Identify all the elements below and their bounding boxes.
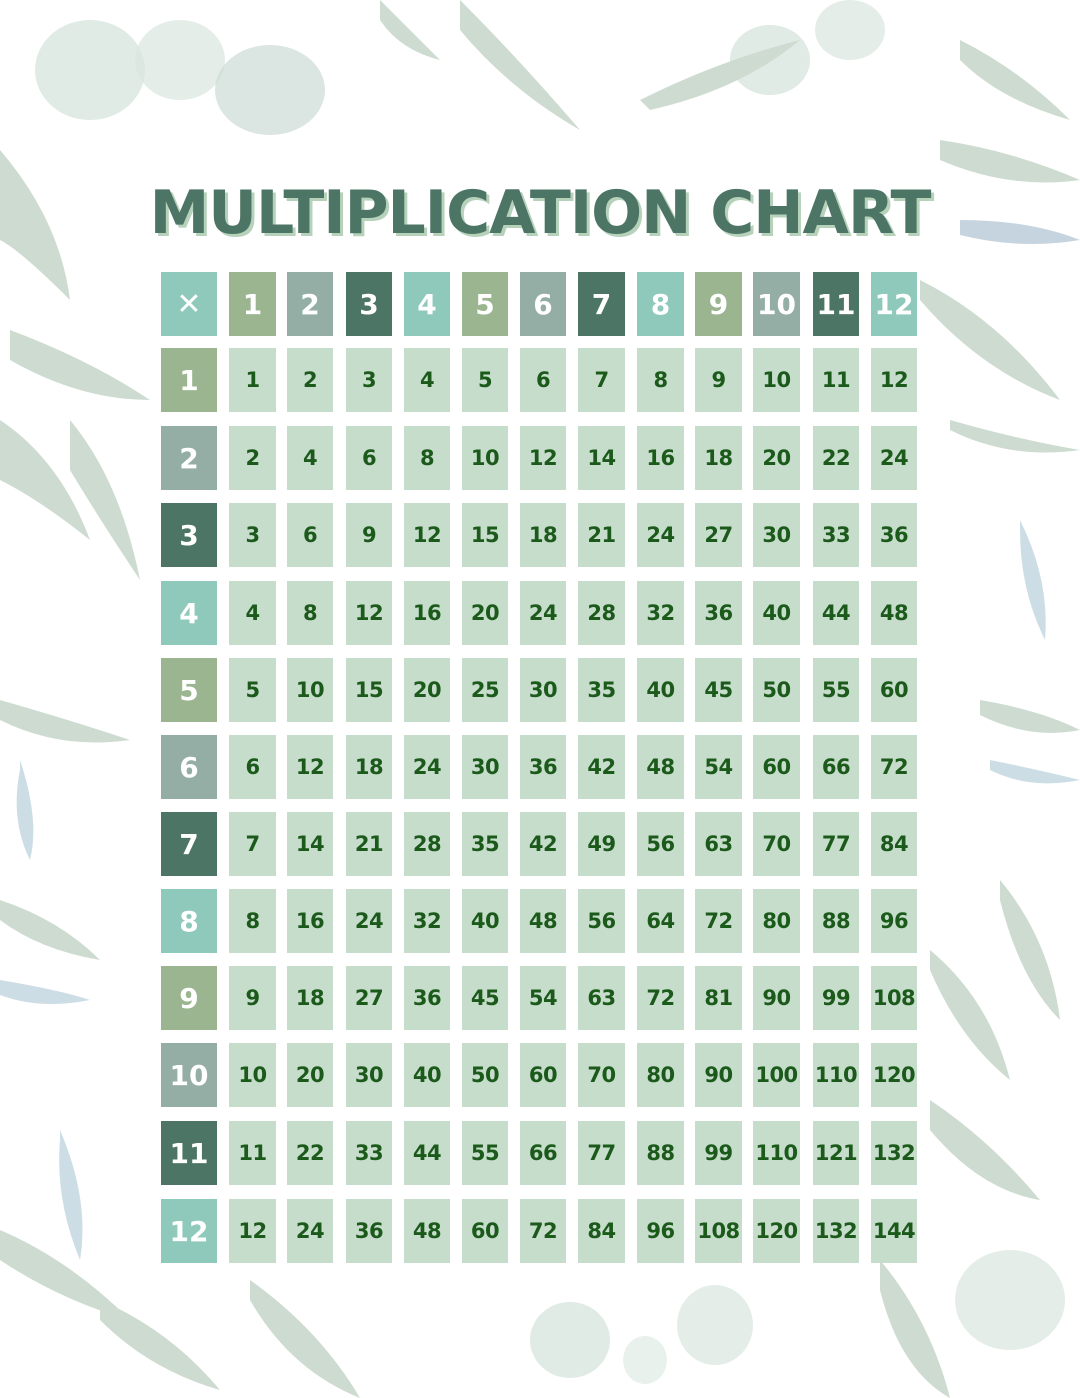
product-cell: 32	[404, 889, 450, 953]
product-cell: 88	[637, 1121, 684, 1185]
product-cell: 12	[346, 581, 392, 645]
product-cell: 60	[753, 735, 800, 799]
product-cell: 4	[404, 348, 450, 412]
column-header: 4	[404, 272, 450, 336]
product-cell: 22	[813, 426, 859, 490]
product-cell: 28	[578, 581, 625, 645]
product-cell: 14	[287, 812, 333, 876]
product-cell: 30	[346, 1043, 392, 1107]
product-cell: 120	[871, 1043, 917, 1107]
product-cell: 24	[520, 581, 566, 645]
page-title: MULTIPLICATION CHART	[149, 178, 931, 248]
product-cell: 55	[813, 658, 859, 722]
product-cell: 35	[578, 658, 625, 722]
product-cell: 36	[695, 581, 742, 645]
product-cell: 72	[637, 966, 684, 1030]
row-header: 10	[161, 1043, 217, 1107]
product-cell: 40	[462, 889, 508, 953]
product-cell: 21	[578, 503, 625, 567]
product-cell: 99	[695, 1121, 742, 1185]
product-cell: 18	[695, 426, 742, 490]
product-cell: 36	[346, 1199, 392, 1263]
times-icon: ✕	[161, 272, 217, 336]
product-cell: 88	[813, 889, 859, 953]
product-cell: 12	[287, 735, 333, 799]
product-cell: 90	[753, 966, 800, 1030]
product-cell: 11	[229, 1121, 276, 1185]
product-cell: 60	[520, 1043, 566, 1107]
product-cell: 10	[753, 348, 800, 412]
product-cell: 6	[229, 735, 276, 799]
product-cell: 9	[695, 348, 742, 412]
column-header: 3	[346, 272, 392, 336]
column-header: 9	[695, 272, 742, 336]
product-cell: 48	[637, 735, 684, 799]
product-cell: 5	[462, 348, 508, 412]
product-cell: 12	[229, 1199, 276, 1263]
product-cell: 20	[404, 658, 450, 722]
product-cell: 96	[637, 1199, 684, 1263]
row-header: 2	[161, 426, 217, 490]
product-cell: 30	[753, 503, 800, 567]
product-cell: 72	[871, 735, 917, 799]
product-cell: 70	[578, 1043, 625, 1107]
product-cell: 24	[404, 735, 450, 799]
product-cell: 48	[404, 1199, 450, 1263]
product-cell: 21	[346, 812, 392, 876]
product-cell: 20	[462, 581, 508, 645]
product-cell: 49	[578, 812, 625, 876]
column-header: 8	[637, 272, 684, 336]
product-cell: 27	[346, 966, 392, 1030]
product-cell: 22	[287, 1121, 333, 1185]
product-cell: 16	[287, 889, 333, 953]
product-cell: 108	[871, 966, 917, 1030]
row-header: 4	[161, 581, 217, 645]
row-header: 6	[161, 735, 217, 799]
product-cell: 5	[229, 658, 276, 722]
product-cell: 60	[462, 1199, 508, 1263]
product-cell: 33	[346, 1121, 392, 1185]
product-cell: 10	[287, 658, 333, 722]
product-cell: 64	[637, 889, 684, 953]
product-cell: 8	[229, 889, 276, 953]
product-cell: 40	[404, 1043, 450, 1107]
product-cell: 1	[229, 348, 276, 412]
column-header: 12	[871, 272, 917, 336]
product-cell: 56	[578, 889, 625, 953]
product-cell: 56	[637, 812, 684, 876]
product-cell: 100	[753, 1043, 800, 1107]
product-cell: 63	[695, 812, 742, 876]
product-cell: 8	[404, 426, 450, 490]
product-cell: 24	[871, 426, 917, 490]
product-cell: 81	[695, 966, 742, 1030]
column-header: 1	[229, 272, 276, 336]
product-cell: 15	[462, 503, 508, 567]
column-header: 10	[753, 272, 800, 336]
product-cell: 18	[520, 503, 566, 567]
product-cell: 72	[695, 889, 742, 953]
product-cell: 36	[404, 966, 450, 1030]
product-cell: 8	[637, 348, 684, 412]
product-cell: 6	[346, 426, 392, 490]
product-cell: 24	[287, 1199, 333, 1263]
product-cell: 96	[871, 889, 917, 953]
product-cell: 48	[520, 889, 566, 953]
product-cell: 35	[462, 812, 508, 876]
product-cell: 30	[462, 735, 508, 799]
product-cell: 77	[813, 812, 859, 876]
product-cell: 55	[462, 1121, 508, 1185]
product-cell: 9	[229, 966, 276, 1030]
product-cell: 14	[578, 426, 625, 490]
product-cell: 70	[753, 812, 800, 876]
product-cell: 45	[462, 966, 508, 1030]
product-cell: 2	[287, 348, 333, 412]
product-cell: 12	[404, 503, 450, 567]
product-cell: 2	[229, 426, 276, 490]
product-cell: 99	[813, 966, 859, 1030]
product-cell: 25	[462, 658, 508, 722]
row-header: 8	[161, 889, 217, 953]
product-cell: 7	[229, 812, 276, 876]
product-cell: 8	[287, 581, 333, 645]
product-cell: 54	[520, 966, 566, 1030]
product-cell: 110	[753, 1121, 800, 1185]
product-cell: 44	[404, 1121, 450, 1185]
product-cell: 30	[520, 658, 566, 722]
product-cell: 3	[229, 503, 276, 567]
product-cell: 7	[578, 348, 625, 412]
product-cell: 16	[404, 581, 450, 645]
product-cell: 18	[287, 966, 333, 1030]
product-cell: 84	[578, 1199, 625, 1263]
product-cell: 16	[637, 426, 684, 490]
product-cell: 12	[871, 348, 917, 412]
product-cell: 10	[462, 426, 508, 490]
product-cell: 110	[813, 1043, 859, 1107]
product-cell: 27	[695, 503, 742, 567]
product-cell: 80	[753, 889, 800, 953]
product-cell: 24	[637, 503, 684, 567]
row-header: 3	[161, 503, 217, 567]
product-cell: 48	[871, 581, 917, 645]
product-cell: 42	[520, 812, 566, 876]
product-cell: 50	[462, 1043, 508, 1107]
product-cell: 11	[813, 348, 859, 412]
product-cell: 66	[520, 1121, 566, 1185]
product-cell: 72	[520, 1199, 566, 1263]
product-cell: 84	[871, 812, 917, 876]
product-cell: 108	[695, 1199, 742, 1263]
product-cell: 60	[871, 658, 917, 722]
product-cell: 36	[520, 735, 566, 799]
row-header: 9	[161, 966, 217, 1030]
product-cell: 66	[813, 735, 859, 799]
product-cell: 3	[346, 348, 392, 412]
product-cell: 28	[404, 812, 450, 876]
product-cell: 15	[346, 658, 392, 722]
product-cell: 50	[753, 658, 800, 722]
row-header: 5	[161, 658, 217, 722]
column-header: 6	[520, 272, 566, 336]
product-cell: 12	[520, 426, 566, 490]
product-cell: 44	[813, 581, 859, 645]
product-cell: 90	[695, 1043, 742, 1107]
product-cell: 121	[813, 1121, 859, 1185]
product-cell: 10	[229, 1043, 276, 1107]
product-cell: 144	[871, 1199, 917, 1263]
product-cell: 32	[637, 581, 684, 645]
product-cell: 4	[229, 581, 276, 645]
row-header: 12	[161, 1199, 217, 1263]
row-header: 11	[161, 1121, 217, 1185]
column-header: 7	[578, 272, 625, 336]
row-header: 7	[161, 812, 217, 876]
product-cell: 6	[287, 503, 333, 567]
product-cell: 63	[578, 966, 625, 1030]
column-header: 2	[287, 272, 333, 336]
column-header: 5	[462, 272, 508, 336]
product-cell: 54	[695, 735, 742, 799]
product-cell: 9	[346, 503, 392, 567]
product-cell: 45	[695, 658, 742, 722]
product-cell: 20	[753, 426, 800, 490]
product-cell: 24	[346, 889, 392, 953]
product-cell: 40	[637, 658, 684, 722]
product-cell: 6	[520, 348, 566, 412]
product-cell: 120	[753, 1199, 800, 1263]
product-cell: 33	[813, 503, 859, 567]
product-cell: 36	[871, 503, 917, 567]
product-cell: 20	[287, 1043, 333, 1107]
product-cell: 4	[287, 426, 333, 490]
product-cell: 77	[578, 1121, 625, 1185]
product-cell: 132	[871, 1121, 917, 1185]
product-cell: 80	[637, 1043, 684, 1107]
column-header: 11	[813, 272, 859, 336]
product-cell: 18	[346, 735, 392, 799]
product-cell: 40	[753, 581, 800, 645]
row-header: 1	[161, 348, 217, 412]
product-cell: 132	[813, 1199, 859, 1263]
product-cell: 42	[578, 735, 625, 799]
